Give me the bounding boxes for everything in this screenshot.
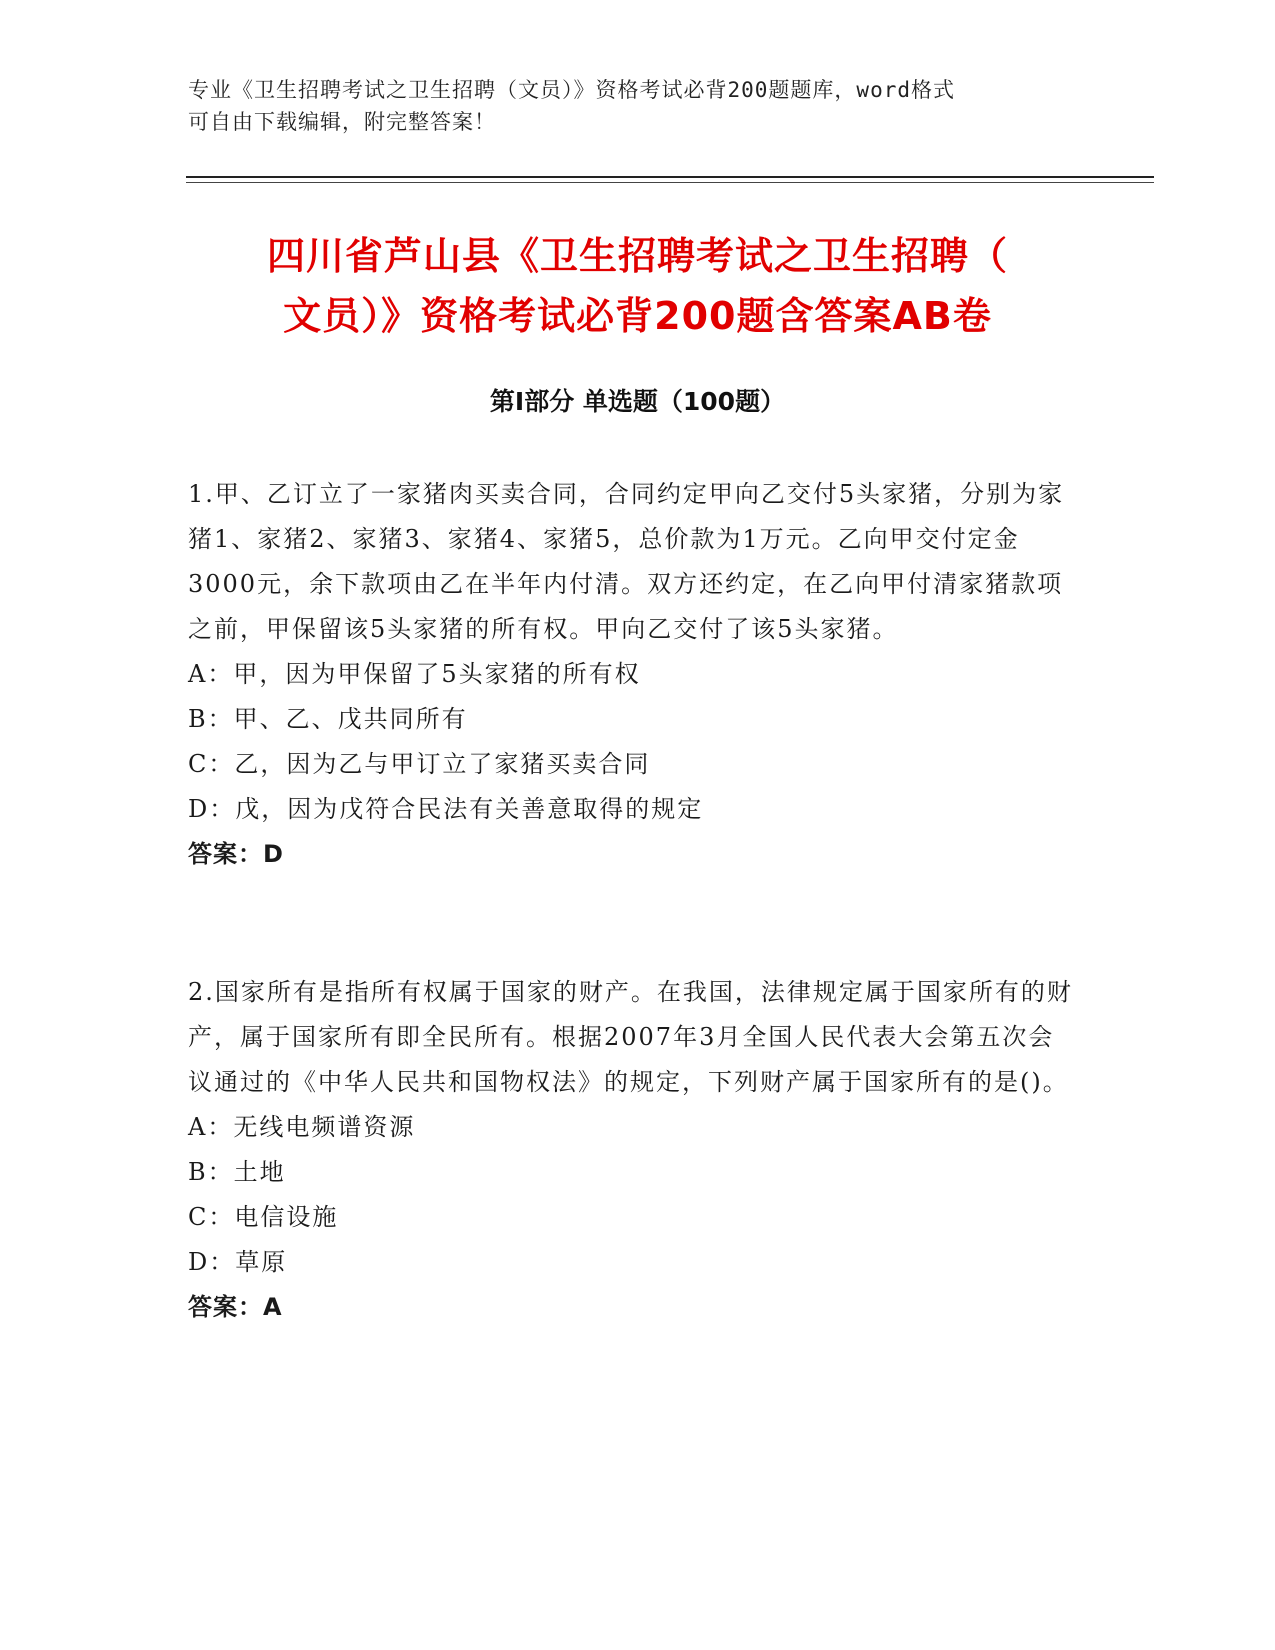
header-note-line-1: 专业《卫生招聘考试之卫生招聘（文员）》资格考试必背200题题库，word格式 [188, 78, 955, 102]
option-b: B：土地 [188, 1158, 286, 1186]
document-title-line-1: 四川省芦山县《卫生招聘考试之卫生招聘（ [266, 234, 1008, 278]
question-2 [188, 970, 1078, 1330]
option-c: C：乙，因为乙与甲订立了家猪买卖合同 [188, 750, 651, 778]
header-note-line-2: 可自由下载编辑，附完整答案！ [188, 110, 496, 134]
option-a: A：无线电频谱资源 [188, 1113, 416, 1141]
header-divider-thin [186, 182, 1154, 183]
answer: 答案：A [188, 1293, 283, 1321]
document-title-line-2: 文员）》资格考试必背200题含答案AB卷 [283, 294, 992, 338]
header-note [188, 74, 1088, 138]
question-stem: 1.甲、乙订立了一家猪肉买卖合同，合同约定甲向乙交付5头家猪，分别为家猪1、家猪2、家猪3、家猪4、家猪5，总价款为1万元。乙向甲交付定金3000元，余下款项由乙在半年内付清。双方还约定，在乙向甲付清家猪款项之前，甲保留该5头家猪的所有权。甲向乙交付了该5头家猪。 [188, 480, 1065, 643]
document-title [150, 226, 1125, 346]
option-c: C：电信设施 [188, 1203, 339, 1231]
question-stem: 2.国家所有是指所有权属于国家的财产。在我国，法律规定属于国家所有的财产，属于国家所有即全民所有。根据2007年3月全国人民代表大会第五次会议通过的《中华人民共和国物权法》的规定，下列财产属于国家所有的是()。 [188, 978, 1073, 1096]
header-divider-thick [186, 176, 1154, 178]
option-a: A：甲，因为甲保留了5头家猪的所有权 [188, 660, 641, 688]
option-d: D：草原 [188, 1248, 288, 1276]
option-b: B：甲、乙、戊共同所有 [188, 705, 468, 733]
answer: 答案：D [188, 840, 284, 868]
option-d: D：戊，因为戊符合民法有关善意取得的规定 [188, 795, 704, 823]
question-1 [188, 472, 1078, 877]
section-title: 第Ⅰ部分 单选题（100题） [489, 387, 786, 416]
